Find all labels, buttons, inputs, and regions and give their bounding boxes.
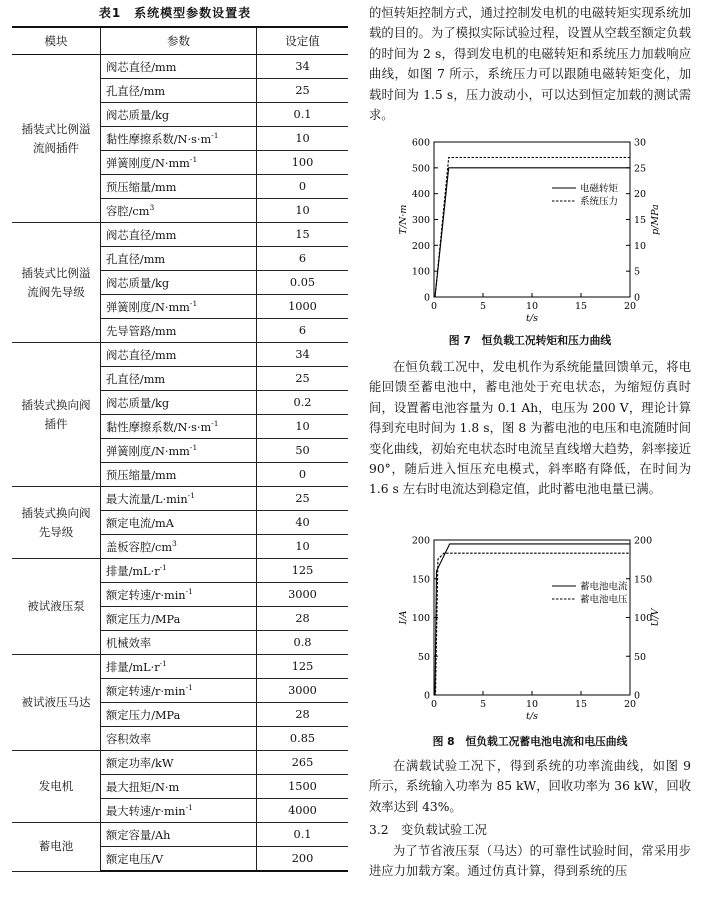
table-header-row [12, 27, 348, 55]
module-name: 插装式换向阀插件 [21, 397, 91, 431]
parameter-cell [101, 799, 257, 823]
value-cell: 265 [257, 751, 349, 775]
value-cell: 10 [257, 199, 349, 223]
value-cell: 6 [257, 319, 349, 343]
figure-8-chart [362, 526, 702, 736]
y-tick-label: 600 [411, 137, 430, 149]
x-axis-label: t/s [526, 711, 538, 722]
series-line-1 [434, 158, 630, 298]
parameter-name: 阀芯直径/mm [106, 348, 177, 362]
x-tick-label: 15 [574, 301, 588, 312]
paragraph-2: 在恒负载工况中，发电机作为系统能量回馈单元，将电能回馈至蓄电池中，蓄电池处于充电状态，为缩短仿真时间，设置蓄电池容量为 0.1 Ah，电压为 200 V，理论计算得到充电时间为 1.8 s，图 8 为蓄电池的电压和电流随时间变化曲线，初始充电状态时电流呈直线增大趋势，斜率接近 90°，随后进入恒压充电模式，斜率略有降低，在时间为 1.6 s 左右时电流达到稳定值，此时蓄电池电量已满。 [369, 360, 691, 497]
parameter-name: 额定压力/MPa [106, 612, 181, 626]
parameter-cell [101, 367, 257, 391]
table-row [12, 655, 348, 679]
value-cell: 200 [257, 847, 349, 872]
unit-exponent: -1 [189, 442, 198, 452]
value-cell: 0.1 [257, 823, 349, 847]
y-tick-label: 500 [411, 163, 430, 175]
parameter-name: 黏性摩擦系数/N·s·m [106, 420, 212, 434]
parameter-name: 排量/mL·r [106, 564, 160, 578]
parameter-cell [101, 175, 257, 199]
value-cell: 50 [257, 439, 349, 463]
parameter-name: 排量/mL·r [106, 660, 160, 674]
value-cell: 125 [257, 655, 349, 679]
parameter-cell [101, 343, 257, 367]
parameter-cell [101, 271, 257, 295]
module-cell [12, 655, 101, 751]
table-body [12, 55, 348, 872]
parameter-cell [101, 847, 257, 872]
value-cell: 3000 [257, 583, 349, 607]
table-row [12, 751, 348, 775]
module-name: 插装式比例溢流阀先导级 [21, 265, 91, 299]
parameter-name: 容积效率 [106, 732, 152, 746]
table-row [12, 55, 348, 79]
parameter-cell [101, 103, 257, 127]
parameter-cell [101, 775, 257, 799]
unit-exponent: 3 [149, 202, 155, 212]
unit-exponent: -1 [211, 130, 219, 140]
module-name: 被试液压马达 [21, 695, 91, 709]
parameter-cell [101, 415, 257, 439]
table-row [12, 487, 348, 511]
parameter-name: 阀芯质量/kg [106, 396, 170, 410]
table-row [12, 823, 348, 847]
value-cell: 0.05 [257, 271, 349, 295]
parameter-name: 预压缩量/mm [106, 468, 177, 482]
y2-tick-label: 30 [634, 137, 647, 149]
legend-label-1: 系统压力 [580, 196, 619, 208]
plot-frame [434, 142, 630, 297]
unit-exponent: -1 [187, 490, 196, 500]
value-cell: 15 [257, 223, 349, 247]
y2-tick-label: 20 [634, 189, 647, 201]
value-cell: 10 [257, 415, 349, 439]
parameter-table [12, 26, 348, 872]
y2-axis-label: U/V [650, 608, 661, 627]
parameter-name: 最大转速/r·min [106, 804, 186, 818]
parameter-name: 最大流量/L·min [106, 492, 188, 506]
x-tick-label: 20 [623, 301, 637, 312]
module-cell [12, 823, 101, 872]
unit-exponent: -1 [185, 802, 193, 812]
parameter-name: 弹簧刚度/N·mm [106, 156, 190, 170]
y2-tick-label: 10 [634, 240, 647, 252]
paragraph-3: 在满载试验工况下，得到系统的功率流曲线，如图 9 所示，系统输入功率为 85 kW，回收功率为 36 kW，回收效率达到 43%。 [369, 759, 691, 814]
x-axis-label: t/s [526, 313, 538, 324]
parameter-cell [101, 127, 257, 151]
series-line-0 [434, 544, 630, 695]
parameter-cell [101, 583, 257, 607]
parameter-cell [101, 703, 257, 727]
y-tick-label: 0 [423, 690, 430, 702]
parameter-cell [101, 655, 257, 679]
legend-label-0: 电磁转矩 [580, 183, 619, 195]
parameter-name: 最大扭矩/N·m [106, 780, 180, 794]
parameter-cell [101, 223, 257, 247]
unit-exponent: -1 [189, 298, 198, 308]
parameter-name: 额定电压/V [106, 852, 164, 866]
value-cell: 0 [257, 175, 349, 199]
header-module: 模块 [12, 27, 101, 55]
value-cell: 10 [257, 535, 349, 559]
x-tick-label: 10 [525, 301, 539, 312]
y-tick-label: 50 [417, 651, 430, 663]
y-tick-label: 200 [411, 240, 430, 252]
parameter-name: 额定压力/MPa [106, 708, 181, 722]
y-tick-label: 100 [411, 266, 430, 278]
y2-tick-label: 200 [634, 535, 653, 547]
parameter-cell [101, 55, 257, 79]
y-axis-label: I/A [398, 610, 409, 625]
value-cell: 25 [257, 367, 349, 391]
unit-exponent: 3 [172, 538, 177, 548]
y-tick-label: 400 [411, 189, 430, 201]
series-line-1 [434, 553, 630, 695]
parameter-name: 阀芯质量/kg [106, 108, 170, 122]
unit-exponent: -1 [185, 682, 193, 692]
header-value: 设定值 [257, 27, 349, 55]
parameter-cell [101, 151, 257, 175]
parameter-name: 额定转速/r·min [106, 588, 186, 602]
y2-tick-label: 15 [634, 215, 647, 226]
unit-exponent: -1 [211, 418, 219, 428]
y2-tick-label: 0 [634, 690, 641, 702]
figure-8-caption: 图 8 恒负载工况蓄电池电流和电压曲线 [432, 735, 628, 748]
y2-tick-label: 5 [634, 266, 641, 278]
value-cell: 0.85 [257, 727, 349, 751]
module-cell [12, 223, 101, 343]
parameter-name: 容腔/cm [106, 204, 150, 218]
parameter-cell [101, 295, 257, 319]
module-cell [12, 487, 101, 559]
y-tick-label: 100 [411, 613, 430, 624]
paragraph-1: 的恒转矩控制方式，通过控制发电机的电磁转矩实现系统加载的目的。为了模拟实际试验过程，设置从空载至额定负载的时间为 2 s，得到发电机的电磁转矩和系统压力加载响应曲线，如图 7 所示，系统压力可以跟随电磁转矩变化，加载时间为 1.5 s，压力波动小，可以达到恒定加载的测试需求。 [369, 6, 691, 123]
value-cell: 25 [257, 487, 349, 511]
parameter-name: 弹簧刚度/N·mm [106, 300, 190, 314]
x-tick-label: 0 [430, 301, 438, 312]
parameter-name: 孔直径/mm [106, 252, 166, 266]
x-tick-label: 15 [574, 699, 588, 710]
parameter-cell [101, 463, 257, 487]
legend-label-1: 蓄电池电压 [580, 594, 628, 606]
parameter-cell [101, 439, 257, 463]
y-tick-label: 150 [411, 574, 430, 586]
figure-7-caption: 图 7 恒负载工况转矩和压力曲线 [448, 334, 612, 347]
plot-frame [434, 540, 630, 695]
parameter-cell [101, 823, 257, 847]
value-cell: 1500 [257, 775, 349, 799]
parameter-name: 阀芯直径/mm [106, 228, 177, 242]
parameter-name: 阀芯直径/mm [106, 60, 177, 74]
section-title: 3.2 变负载试验工况 [369, 823, 487, 837]
parameter-name: 孔直径/mm [106, 84, 166, 98]
x-tick-label: 20 [623, 699, 637, 710]
parameter-name: 孔直径/mm [106, 372, 166, 386]
value-cell: 0.8 [257, 631, 349, 655]
parameter-name: 阀芯质量/kg [106, 276, 170, 290]
x-tick-label: 0 [430, 699, 438, 710]
parameter-cell [101, 607, 257, 631]
value-cell: 34 [257, 343, 349, 367]
module-cell [12, 559, 101, 655]
value-cell: 3000 [257, 679, 349, 703]
figure-8-plot [398, 536, 661, 723]
table-row [12, 343, 348, 367]
parameter-cell [101, 79, 257, 103]
header-parameter: 参数 [101, 27, 257, 55]
x-tick-label: 10 [525, 699, 539, 710]
parameter-name: 额定转速/r·min [106, 684, 186, 698]
value-cell: 100 [257, 151, 349, 175]
module-name: 插装式比例溢流阀插件 [21, 121, 91, 155]
parameter-cell [101, 487, 257, 511]
parameter-cell [101, 631, 257, 655]
value-cell: 6 [257, 247, 349, 271]
parameter-cell [101, 391, 257, 415]
value-cell: 28 [257, 703, 349, 727]
module-cell [12, 751, 101, 823]
x-tick-label: 5 [479, 699, 487, 710]
parameter-name: 额定容量/Ah [106, 828, 171, 842]
parameter-cell [101, 679, 257, 703]
parameter-name: 先导管路/mm [106, 324, 177, 338]
parameter-cell [101, 199, 257, 223]
value-cell: 0.1 [257, 103, 349, 127]
figure-7-plot [398, 138, 661, 325]
legend-label-0: 蓄电池电流 [580, 581, 628, 593]
value-cell: 28 [257, 607, 349, 631]
y2-axis-label: p/MPa [650, 204, 661, 235]
parameter-name: 额定功率/kW [106, 756, 174, 770]
parameter-name: 弹簧刚度/N·mm [106, 444, 190, 458]
value-cell: 34 [257, 55, 349, 79]
unit-exponent: -1 [159, 658, 167, 668]
value-cell: 40 [257, 511, 349, 535]
module-cell [12, 343, 101, 487]
unit-exponent: -1 [185, 586, 193, 596]
parameter-cell [101, 727, 257, 751]
y-tick-label: 300 [411, 215, 430, 226]
unit-exponent: -1 [189, 154, 198, 164]
value-cell: 0.2 [257, 391, 349, 415]
parameter-name: 额定电流/mA [106, 516, 174, 530]
value-cell: 4000 [257, 799, 349, 823]
figure-7-chart [362, 128, 702, 338]
y2-tick-label: 0 [634, 292, 641, 304]
parameter-cell [101, 319, 257, 343]
value-cell: 1000 [257, 295, 349, 319]
parameter-cell [101, 535, 257, 559]
paragraph-4: 为了节省液压泵（马达）的可靠性试验时间，常采用步进应力加载方案。通过仿真计算，得到系统的压 [369, 844, 691, 879]
x-tick-label: 5 [479, 301, 487, 312]
module-name: 发电机 [38, 779, 74, 793]
y-tick-label: 0 [423, 292, 430, 304]
y2-tick-label: 50 [634, 651, 647, 663]
y2-tick-label: 25 [634, 163, 647, 175]
parameter-name: 盖板容腔/cm [106, 540, 173, 554]
parameter-cell [101, 247, 257, 271]
y-tick-label: 200 [411, 535, 430, 547]
module-cell [12, 55, 101, 223]
value-cell: 0 [257, 463, 349, 487]
parameter-name: 机械效率 [106, 636, 152, 650]
value-cell: 25 [257, 79, 349, 103]
table-row [12, 559, 348, 583]
table-row [12, 223, 348, 247]
parameter-cell [101, 511, 257, 535]
value-cell: 125 [257, 559, 349, 583]
parameter-name: 黏性摩擦系数/N·s·m [106, 132, 212, 146]
module-name: 被试液压泵 [27, 599, 85, 613]
parameter-name: 预压缩量/mm [106, 180, 177, 194]
y2-tick-label: 100 [634, 613, 653, 624]
value-cell: 10 [257, 127, 349, 151]
unit-exponent: -1 [159, 562, 167, 572]
module-name: 插装式换向阀先导级 [21, 505, 91, 539]
y-axis-label: T/N·m [398, 204, 409, 235]
y2-tick-label: 150 [634, 574, 653, 586]
parameter-cell [101, 751, 257, 775]
module-name: 蓄电池 [38, 839, 74, 854]
parameter-cell [101, 559, 257, 583]
table-caption: 表1 系统模型参数设置表 [98, 6, 252, 20]
